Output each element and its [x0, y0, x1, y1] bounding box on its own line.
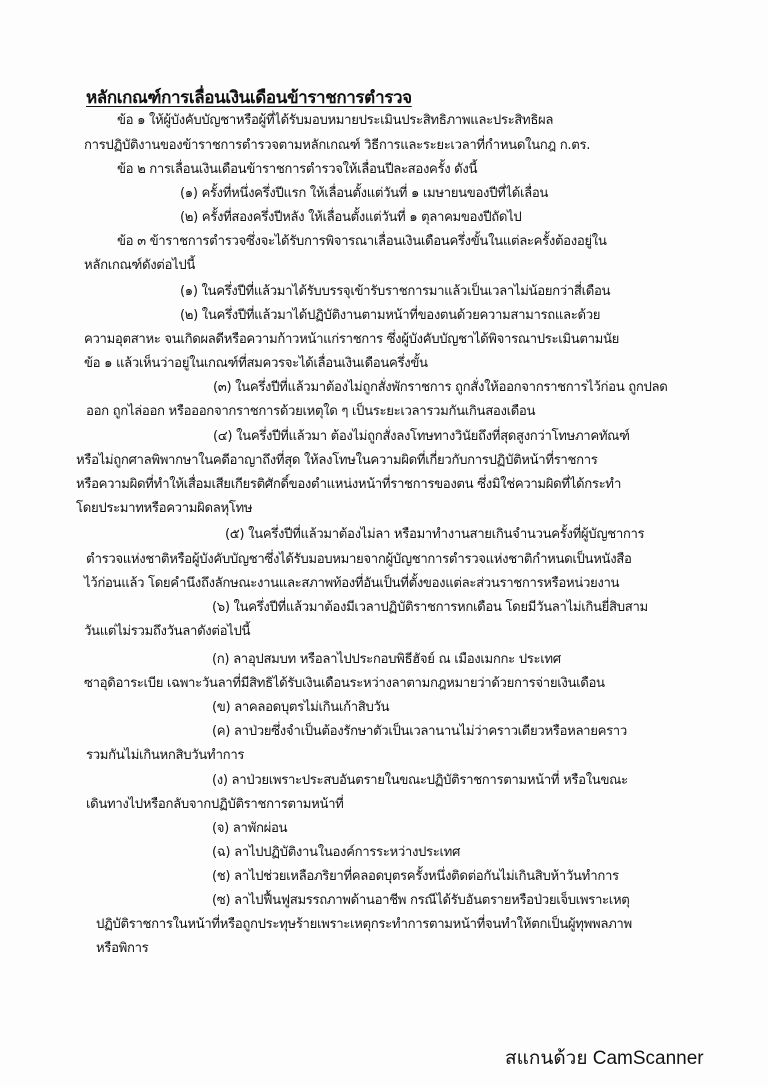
text-line: ออก ถูกไล่ออก หรือออกจากราชการด้วยเหตุใด ๆ เป็นระยะเวลารวมกันเกินสองเดือน: [86, 404, 536, 419]
document-title: หลักเกณฑ์การเลื่อนเงินเดือนข้าราชการตำรวจ: [86, 88, 412, 108]
text-line: หรือความผิดที่ทำให้เสื่อมเสียเกียรติศักดิ์ของตำแหน่งหน้าที่ราชการของตน ซึ่งมิใช่ความผิดที่ได้กระทำ: [76, 477, 622, 492]
text-line: ไว้ก่อนแล้ว โดยคำนึงถึงลักษณะงานและสภาพท้องที่อันเป็นที่ตั้งของแต่ละส่วนราชการหรือหน่วยงาน: [84, 576, 620, 591]
text-line-item: (๖) ในครึ่งปีที่แล้วมาต้องมีเวลาปฏิบัติราชการหกเดือน โดยมีวันลาไม่เกินยี่สิบสาม: [212, 600, 648, 615]
text-line: ความอุตสาหะ จนเกิดผลดีหรือความก้าวหน้าแก่ราชการ ซึ่งผู้บังคับบัญชาได้พิจารณาประเมินตามนัย: [84, 332, 620, 347]
text-line: หลักเกณฑ์ดังต่อไปนี้: [84, 258, 196, 273]
text-line-item: (๔) ในครึ่งปีที่แล้วมา ต้องไม่ถูกสั่งลงโทษทางวินัยถึงที่สุดสูงกว่าโทษภาคทัณฑ์: [213, 429, 630, 444]
text-line: การปฏิบัติงานของข้าราชการตำรวจตามหลักเกณฑ์ วิธีการและระยะเวลาที่กำหนดในกฎ ก.ตร.: [84, 138, 591, 153]
text-line: หรือพิการ: [96, 941, 149, 956]
text-line-subitem: (จ) ลาพักผ่อน: [212, 821, 288, 836]
text-line-item: (๑) ครั้งที่หนึ่งครึ่งปีแรก ให้เลื่อนตั้งแต่วันที่ ๑ เมษายนของปีที่ได้เลื่อน: [180, 186, 549, 201]
text-line: เดินทางไปหรือกลับจากปฏิบัติราชการตามหน้าที่: [86, 797, 344, 812]
camscanner-watermark: สแกนด้วย CamScanner: [505, 1048, 704, 1069]
text-line-clause-3: ข้อ ๓ ข้าราชการตำรวจซึ่งจะได้รับการพิจารณาเลื่อนเงินเดือนครึ่งขั้นในแต่ละครั้งต้องอยู่ใน: [117, 234, 607, 249]
text-line-subitem: (ง) ลาป่วยเพราะประสบอันตรายในขณะปฏิบัติราชการตามหน้าที่ หรือในขณะ: [212, 773, 628, 788]
text-line: หรือไม่ถูกศาลพิพากษาในคดีอาญาถึงที่สุด ให้ลงโทษในความผิดที่เกี่ยวกับการปฏิบัติหน้าที่ราชการ: [76, 453, 598, 468]
text-line: ปฏิบัติราชการในหน้าที่หรือถูกประทุษร้ายเพราะเหตุกระทำการตามหน้าที่จนทำให้ตกเป็นผู้ทุพพลภาพ: [96, 917, 632, 932]
text-line-item: (๑) ในครึ่งปีที่แล้วมาได้รับบรรจุเข้ารับราชการมาแล้วเป็นเวลาไม่น้อยกว่าสี่เดือน: [180, 284, 611, 299]
text-line-subitem: (ค) ลาป่วยซึ่งจำเป็นต้องรักษาตัวเป็นเวลานานไม่ว่าคราวเดียวหรือหลายคราว: [212, 724, 627, 739]
text-line-item: (๓) ในครึ่งปีที่แล้วมาต้องไม่ถูกสั่งพักราชการ ถูกสั่งให้ออกจากราชการไว้ก่อน ถูกปลด: [213, 380, 668, 395]
text-line: ซาอุดิอาระเบีย เฉพาะวันลาที่มีสิทธิได้รับเงินเดือนระหว่างลาตามกฎหมายว่าด้วยการจ่ายเงินเดือน: [84, 676, 605, 691]
text-line-subitem: (ซ) ลาไปฟื้นฟูสมรรถภาพด้านอาชีพ กรณีได้รับอันตรายหรือป่วยเจ็บเพราะเหตุ: [212, 893, 630, 908]
text-line: ตำรวจแห่งชาติหรือผู้บังคับบัญชาซึ่งได้รับมอบหมายจากผู้บัญชาการตำรวจแห่งชาติกำหนดเป็นหนังสือ: [86, 552, 632, 567]
text-line-subitem: (ฉ) ลาไปปฏิบัติงานในองค์การระหว่างประเทศ: [212, 845, 461, 860]
text-line-subitem: (ก) ลาอุปสมบท หรือลาไปประกอบพิธีฮัจย์ ณ เมืองเมกกะ ประเทศ: [212, 652, 561, 667]
text-line-item: (๒) ครั้งที่สองครึ่งปีหลัง ให้เลื่อนตั้งแต่วันที่ ๑ ตุลาคมของปีถัดไป: [180, 210, 522, 225]
text-line: วันแต่ไม่รวมถึงวันลาดังต่อไปนี้: [84, 624, 251, 639]
text-line-clause-2: ข้อ ๒ การเลื่อนเงินเดือนข้าราชการตำรวจให้เลื่อนปีละสองครั้ง ดังนี้: [117, 162, 478, 177]
text-line-subitem: (ช) ลาไปช่วยเหลือภริยาที่คลอดบุตรครั้งหนึ่งติดต่อกันไม่เกินสิบห้าวันทำการ: [212, 869, 619, 884]
text-line: รวมกันไม่เกินหกสิบวันทำการ: [86, 748, 245, 763]
text-line: ข้อ ๑ แล้วเห็นว่าอยู่ในเกณฑ์ที่สมควรจะได้เลื่อนเงินเดือนครึ่งขั้น: [84, 356, 428, 371]
text-line: โดยประมาทหรือความผิดลหุโทษ: [76, 501, 253, 516]
text-line-item: (๒) ในครึ่งปีที่แล้วมาได้ปฏิบัติงานตามหน้าที่ของตนด้วยความสามารถและด้วย: [180, 308, 601, 323]
text-line-subitem: (ข) ลาคลอดบุตรไม่เกินเก้าสิบวัน: [212, 700, 390, 715]
text-line-clause-1: ข้อ ๑ ให้ผู้บังคับบัญชาหรือผู้ที่ได้รับมอบหมายประเมินประสิทธิภาพและประสิทธิผล: [117, 113, 554, 128]
text-line-item: (๕) ในครึ่งปีที่แล้วมาต้องไม่ลา หรือมาทำงานสายเกินจำนวนครั้งที่ผู้บัญชาการ: [225, 527, 645, 542]
